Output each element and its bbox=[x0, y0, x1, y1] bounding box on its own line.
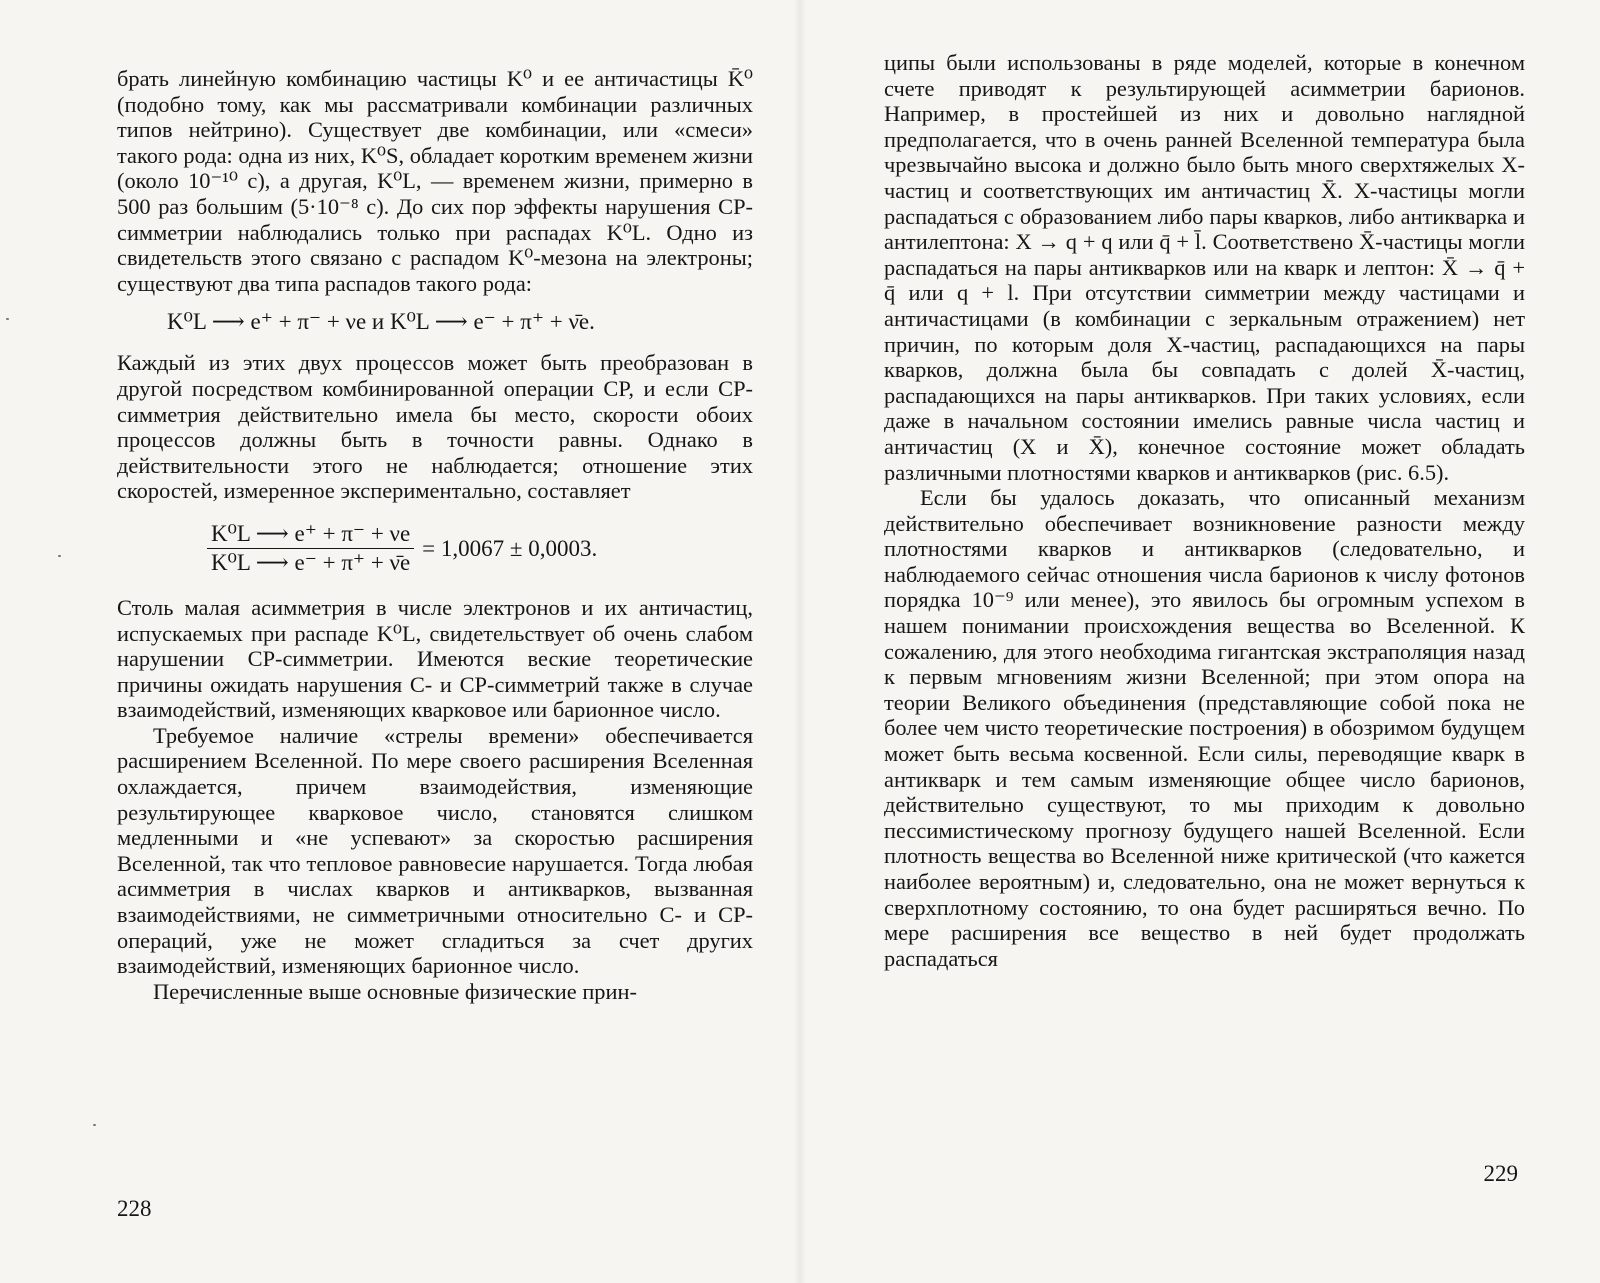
ratio-formula bbox=[207, 520, 753, 577]
decay-formula: K⁰L ⟶ e⁺ + π⁻ + νe и K⁰L ⟶ e⁻ + π⁺ + ν̄e. bbox=[167, 309, 595, 335]
right-paragraph-1: ципы были использованы в ряде моделей, которые в конечном счете приводят к результирующей асимметрии барионов. Например, в простейшей из них и довольно наглядной предполагается, что в очень ранней Вселенной температура была чрезвычайно высока и должно было быть много сверхтяжелых X-частиц и соответствующих им античастиц X̄. X-частицы могли распадаться с образованием либо пары кварков, либо антикварка и антилептона: X → q + q или q̄ + l̄. Соответствено X̄-частицы могли распадаться на пары антикварков или на кварк и лептон: X̄ → q̄ + q̄ или q + l. При отсутствии симметрии между частицами и античастицами (в комбинации с зеркальным отражением) нет причин, по которым доля X-частиц, распадающихся на пары кварков, должна была бы совпадать с долей X̄-частиц, распадающихся на пары антикварков. При таких условиях, если даже в начальном состоянии имелись равные числа частиц и античастиц (X и X̄), конечное состояние может обладать различными плотностями кварков и антикварков (рис. 6.5). bbox=[884, 50, 1525, 485]
right-text-column bbox=[884, 50, 1525, 971]
scan-speck bbox=[93, 1124, 96, 1126]
left-paragraph-3: Столь малая асимметрия в числе электронов и их античастиц, испускаемых при распаде K⁰L, свидетельствует об очень слабом нарушении CP-симметрии. Имеются веские теоретические причины ожидать нарушения C- и CP-симметрий также в случае взаимодействий, изменяющих кварковое или барионное число. bbox=[117, 594, 753, 723]
scan-speck bbox=[58, 555, 61, 557]
page-number-right: 229 bbox=[1483, 1161, 1518, 1186]
right-paragraph-2: Если бы удалось доказать, что описанный механизм действительно обеспечивает возникновение разности между плотностями кварков и антикварков (следовательно, и наблюдаемого сейчас отношения числа барионов к числу фотонов порядка 10⁻⁹ или менее), это явилось бы огромным успехом в нашем понимании происхождения вещества во Вселенной. К сожалению, для этого необходима гигантская экстраполяция назад к первым мгновениям жизни Вселенной; при этом опора на теории Великого объединения (представляющие собой пока не более чем чисто теоретические построения) в обозримом будущем может быть весьма косвенной. Если силы, переводящие кварк в антикварк и тем самым изменяющие общее число барионов, действительно существуют, то мы приходим к довольно пессимистическому прогнозу будущего нашей Вселенной. Если плотность вещества во Вселенной ниже критической (что кажется наиболее вероятным) и, следовательно, она не может вернуться к сверхплотному состоянию, то она будет расширяться вечно. По мере расширения все вещество в ней будет продолжать распадаться bbox=[884, 485, 1525, 971]
left-paragraph-4: Требуемое наличие «стрелы времени» обеспечивается расширением Вселенной. По мере своего расширения Вселенная охлаждается, причем взаимодействия, изменяющие результирующее кварковое число, становятся слишком медленными и «не успевают» за скоростью расширения Вселенной, так что тепловое равновесие нарушается. Тогда любая асимметрия в числах кварков и антикварков, вызванная взаимодействиями, не симметричными относительно C- и CP-операций, уже не может сгладиться за счет других взаимодействий, изменяющих барионное число. bbox=[117, 722, 753, 979]
ratio-fraction bbox=[207, 520, 414, 577]
scan-speck bbox=[6, 318, 9, 320]
fraction-result: = 1,0067 ± 0,0003. bbox=[422, 535, 598, 561]
right-page bbox=[800, 0, 1600, 1283]
left-text-column bbox=[117, 66, 753, 1004]
left-paragraph-5: Перечисленные выше основные физические прин- bbox=[153, 978, 637, 1004]
left-paragraph-2: Каждый из этих двух процессов может быть преобразован в другой посредством комбинированной операции CP, и если CP-симметрия действительно имела бы место, скорости обоих процессов должны быть в точности равны. Однако в действительности этого не наблюдается; отношение этих скоростей, измеренное экспериментально, составляет bbox=[117, 350, 753, 504]
left-paragraph-1: брать линейную комбинацию частицы K⁰ и ее античастицы K̄⁰ (подобно тому, как мы рассматривали комбинации различных типов нейтрино). Существует две комбинации, или «смеси» такого рода: одна из них, K⁰S, обладает коротким временем жизни (около 10⁻¹⁰ с), а другая, K⁰L, — временем жизни, примерно в 500 раз большим (5·10⁻⁸ с). До сих пор эффекты нарушения CP-симметрии наблюдались только при распадах K⁰L. Одно из свидетельств этого связано с распадом K⁰-мезона на электроны; существуют два типа распадов такого рода: bbox=[117, 66, 753, 296]
fraction-numerator: K⁰L ⟶ e⁺ + π⁻ + νe bbox=[207, 520, 414, 549]
page-number-left: 228 bbox=[117, 1196, 152, 1221]
fraction-denominator: K⁰L ⟶ e⁻ + π⁺ + ν̄e bbox=[211, 549, 411, 575]
